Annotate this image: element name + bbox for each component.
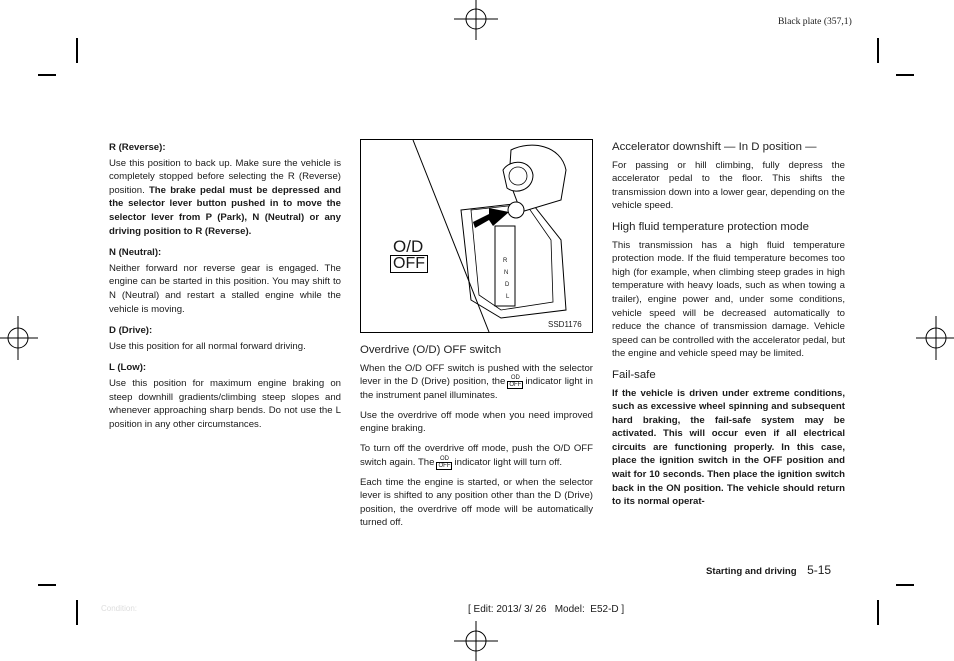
accel-title: Accelerator downshift — In D position — [612, 141, 817, 153]
od-off-title: Overdrive (O/D) OFF switch [360, 344, 502, 356]
registration-mark-right [914, 310, 954, 366]
registration-mark-bottom [448, 621, 504, 661]
reverse-paragraph: Use this position to back up. Make sure the vehicle is completely stopped before selecting the R (Reverse) position. The brake pedal must be depressed and the selector lever button pushed in to move the selector lever from P (Park), N (Neutral) or any driving position to R (Reverse). [109, 157, 341, 237]
gate-letter-n: N [504, 270, 509, 276]
failsafe-paragraph: If the vehicle is driven under extreme conditions, such as excessive wheel spinning and subsequent hard braking, the fail-safe system may be activated. This will occur even if all electrical circuits are functioning properly. In this case, place the ignition switch in the OFF position and wait for 10 seconds. Then place the ignition switch back in the ON position. The vehicle should return to its normal operat- [612, 387, 845, 508]
registration-mark-left [0, 310, 40, 366]
failsafe-title: Fail-safe [612, 368, 656, 381]
column-left [109, 141, 341, 437]
page-number: 5-15 [807, 563, 832, 577]
shift-lever-illustration [361, 140, 592, 332]
drive-paragraph: Use this position for all normal forward driving. [109, 340, 306, 352]
neutral-heading: N (Neutral): [109, 247, 162, 259]
gate-letter-l: L [506, 294, 510, 300]
gate-letter-r: R [503, 258, 508, 264]
od-paragraph-3: To turn off the overdrive off mode, push the O/D OFF switch again. The OD OFF indicator light will turn off. [360, 442, 593, 469]
od-paragraph-1: When the O/D OFF switch is pushed with the selector lever in the D (Drive) position, the OD OFF indicator light in the instrument panel illuminates. [360, 362, 593, 402]
od-label: O/D [393, 237, 424, 256]
edit-info: [ Edit: 2013/ 3/ 26 Model: E52-D ] [468, 604, 625, 615]
od-paragraph-2: Use the overdrive off mode when you need improved engine braking. [360, 409, 593, 435]
low-heading: L (Low): [109, 362, 147, 374]
gate-letter-d: D [505, 282, 510, 288]
figure-code: SSD1176 [548, 320, 582, 329]
drive-heading: D (Drive): [109, 325, 153, 337]
hightemp-title: High fluid temperature protection mode [612, 220, 809, 233]
registration-mark-top [448, 0, 504, 42]
od-paragraph-4: Each time the engine is started, or when the selector lever is shifted to any position other than the D (Drive) position, the overdrive off mode will be automatically turned off. [360, 476, 593, 529]
column-right [612, 141, 845, 515]
shift-lever-figure [360, 139, 593, 333]
neutral-paragraph: Neither forward nor reverse gear is engaged. The engine can be started in this position. You may shift to N (Neutral) and restart a stalled engine while the vehicle is moving. [109, 262, 341, 315]
od-off-indicator-icon: OD OFF [509, 375, 522, 389]
low-paragraph: Use this position for maximum engine braking on steep downhill gradients/climbing steep slopes and whenever approaching sharp bends. Do not use the L position in any other circumstances. [109, 377, 341, 430]
off-label: OFF [390, 255, 428, 273]
hightemp-paragraph: This transmission has a high fluid temperature protection mode. If the fluid temperature becomes too high (for example, when climbing steep grades in high temperature with heavy loads, such as when towing a trailer), engine power and, under some conditions, vehicle speed will be decreased automatically to reduce the chance of transmission damage. Vehicle speed can be controlled with the accelerator pedal, but the engine and vehicle speed may be limited. [612, 239, 845, 360]
od-off-indicator-icon: OD OFF [438, 455, 451, 469]
reverse-heading: R (Reverse): [109, 142, 166, 153]
section-name: Starting and driving [706, 566, 797, 577]
column-middle [360, 344, 593, 536]
accel-paragraph: For passing or hill climbing, fully depress the accelerator pedal to the floor. This shifts the transmission down into a lower gear, depending on the vehicle speed. [612, 159, 845, 212]
condition-label: Condition: [101, 604, 138, 613]
plate-label: Black plate (357,1) [778, 16, 852, 27]
footer-section [706, 561, 831, 579]
